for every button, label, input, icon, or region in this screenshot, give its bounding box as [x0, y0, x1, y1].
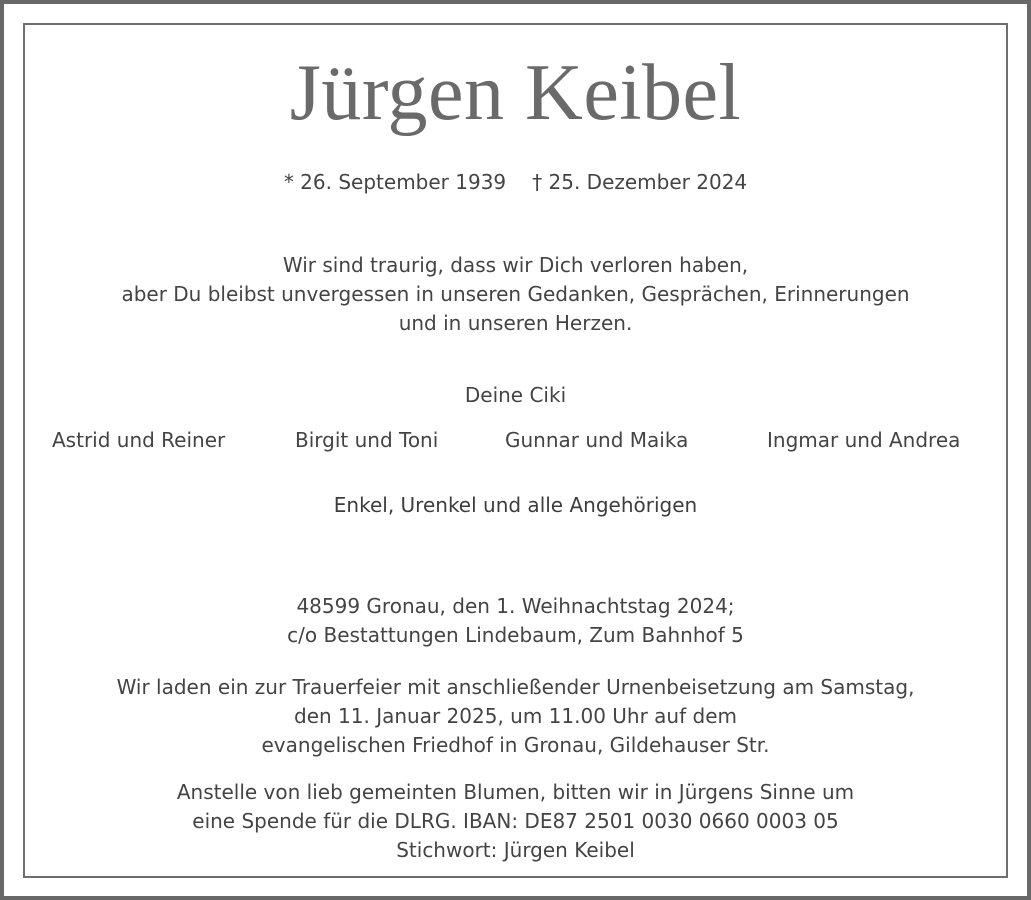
memorial-quote — [0, 251, 1031, 338]
funeral-invitation — [0, 673, 1031, 760]
invitation-line: Wir laden ein zur Trauerfeier mit anschließender Urnenbeisetzung am Samstag, — [116, 675, 915, 699]
signature-spouse: Deine Ciki — [464, 383, 567, 407]
mourner-couple: Gunnar und Maika — [505, 428, 689, 452]
quote-line: Wir sind traurig, dass wir Dich verloren haben, — [282, 253, 749, 277]
donation-line: eine Spende für die DLRG. IBAN: DE87 2501 0030 0660 0003 05 — [192, 809, 839, 833]
birth-date: * 26. September 1939 — [283, 170, 507, 194]
life-dates — [0, 169, 1031, 195]
mourner-couple: Ingmar und Andrea — [767, 428, 961, 452]
death-date: † 25. Dezember 2024 — [532, 170, 748, 194]
invitation-line: evangelischen Friedhof in Gronau, Gildehauser Str. — [261, 733, 770, 757]
invitation-line: den 11. Januar 2025, um 11.00 Uhr auf dem — [294, 704, 737, 728]
donation-line: Stichwort: Jürgen Keibel — [396, 838, 635, 862]
mourner-couple: Astrid und Reiner — [52, 428, 226, 452]
quote-line: aber Du bleibst unvergessen in unseren Gedanken, Gesprächen, Erinnerungen — [121, 282, 910, 306]
mourners-row — [0, 426, 1031, 456]
address-block — [0, 592, 1031, 650]
address-line: c/o Bestattungen Lindebaum, Zum Bahnhof 5 — [287, 623, 744, 647]
quote-line: und in unseren Herzen. — [398, 311, 633, 335]
relatives-line: Enkel, Urenkel und alle Angehörigen — [333, 493, 698, 517]
donation-request — [0, 778, 1031, 865]
address-line: 48599 Gronau, den 1. Weihnachtstag 2024; — [296, 594, 735, 618]
donation-line: Anstelle von lieb gemeinten Blumen, bitten wir in Jürgens Sinne um — [176, 780, 855, 804]
mourner-couple: Birgit und Toni — [295, 428, 439, 452]
deceased-name: Jürgen Keibel — [289, 49, 742, 137]
